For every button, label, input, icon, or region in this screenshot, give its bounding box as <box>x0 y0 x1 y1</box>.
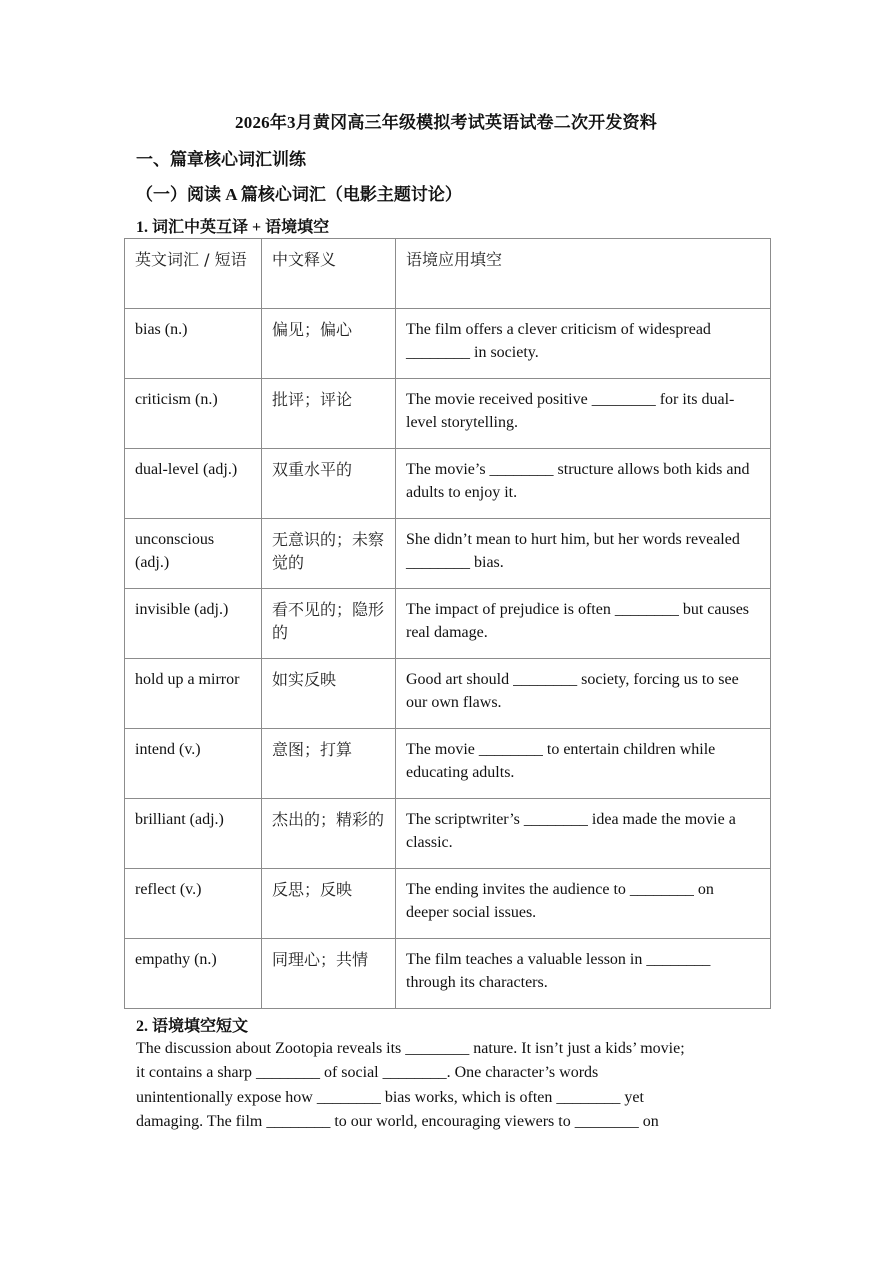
english-term: bias (n.) <box>125 309 262 379</box>
table-row <box>125 799 771 869</box>
chinese-meaning: 同理心；共情 <box>262 939 396 1009</box>
english-term: unconscious (adj.) <box>125 519 262 589</box>
cloze-passage <box>136 1037 776 1134</box>
chinese-meaning: 意图；打算 <box>262 729 396 799</box>
context-sentence: The scriptwriter’s ________ idea made the movie a classic. <box>396 799 771 869</box>
chinese-meaning: 看不见的；隐形的 <box>262 589 396 659</box>
table-row <box>125 309 771 379</box>
english-term: brilliant (adj.) <box>125 799 262 869</box>
context-sentence: The impact of prejudice is often ________ but causes real damage. <box>396 589 771 659</box>
table-row <box>125 379 771 449</box>
table-row <box>125 519 771 589</box>
passage-line: it contains a sharp ________ of social ________. One character’s words <box>136 1064 599 1082</box>
table-row <box>125 589 771 659</box>
context-sentence: The movie ________ to entertain children while educating adults. <box>396 729 771 799</box>
context-sentence: The film teaches a valuable lesson in ________ through its characters. <box>396 939 771 1009</box>
english-term: empathy (n.) <box>125 939 262 1009</box>
header-english: 英文词汇 / 短语 <box>125 239 262 309</box>
passage-line: damaging. The film ________ to our world, encouraging viewers to ________ on <box>136 1112 659 1130</box>
chinese-meaning: 偏见；偏心 <box>262 309 396 379</box>
table-row <box>125 659 771 729</box>
context-sentence: The movie’s ________ structure allows both kids and adults to enjoy it. <box>396 449 771 519</box>
chinese-meaning: 杰出的；精彩的 <box>262 799 396 869</box>
passage-line: The discussion about Zootopia reveals its ________ nature. It isn’t just a kids’ movie; <box>136 1040 685 1057</box>
chinese-meaning: 如实反映 <box>262 659 396 729</box>
chinese-meaning: 批评；评论 <box>262 379 396 449</box>
vocabulary-table <box>124 238 771 1009</box>
part-1-heading: 1. 词汇中英互译 + 语境填空 <box>136 219 330 236</box>
table-row <box>125 939 771 1009</box>
english-term: intend (v.) <box>125 729 262 799</box>
section-heading: 一、篇章核心词汇训练 <box>136 150 306 169</box>
table-header-row <box>125 239 771 309</box>
part-2-heading: 2. 语境填空短文 <box>136 1018 249 1035</box>
header-context: 语境应用填空 <box>396 239 771 309</box>
context-sentence: The ending invites the audience to ________ on deeper social issues. <box>396 869 771 939</box>
context-sentence: The movie received positive ________ for its dual-level storytelling. <box>396 379 771 449</box>
english-term: criticism (n.) <box>125 379 262 449</box>
subsection-heading: （一）阅读 A 篇核心词汇（电影主题讨论） <box>136 185 462 204</box>
table-row <box>125 869 771 939</box>
english-term: invisible (adj.) <box>125 589 262 659</box>
table-row <box>125 729 771 799</box>
header-chinese: 中文释义 <box>262 239 396 309</box>
table-row <box>125 449 771 519</box>
english-term: dual-level (adj.) <box>125 449 262 519</box>
chinese-meaning: 双重水平的 <box>262 449 396 519</box>
document-title: 2026年3月黄冈高三年级模拟考试英语试卷二次开发资料 <box>235 113 657 132</box>
context-sentence: She didn’t mean to hurt him, but her words revealed ________ bias. <box>396 519 771 589</box>
chinese-meaning: 反思；反映 <box>262 869 396 939</box>
english-term: hold up a mirror <box>125 659 262 729</box>
chinese-meaning: 无意识的；未察觉的 <box>262 519 396 589</box>
passage-line: unintentionally expose how ________ bias works, which is often ________ yet <box>136 1088 644 1106</box>
context-sentence: Good art should ________ society, forcing us to see our own flaws. <box>396 659 771 729</box>
english-term: reflect (v.) <box>125 869 262 939</box>
context-sentence: The film offers a clever criticism of widespread ________ in society. <box>396 309 771 379</box>
